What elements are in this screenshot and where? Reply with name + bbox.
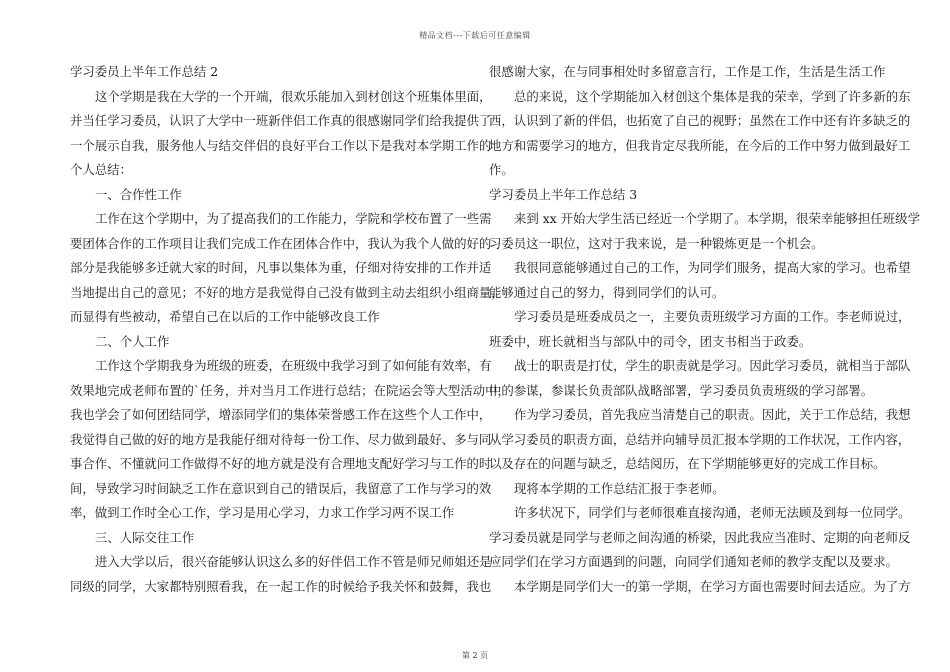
text-line: 我觉得自己做的好的地方是我能仔细对待每一份工作、尽力做到最好、多与同 [70, 431, 492, 447]
text-line: 总的来说，这个学期能加入材创这个集体是我的荣幸，学到了许多新的东 [514, 88, 911, 104]
text-line: 要团体合作的工作项目让我们完成工作在团体合作中，我认为我个人做的好的 [70, 235, 492, 251]
text-line: 作。 [489, 162, 514, 177]
text-line: 而显得有些被动，希望自己在以后的工作中能够改良工作 [70, 309, 380, 324]
text-line: 个人总结： [70, 162, 132, 177]
text-line: 一个展示自我，服务他人与结交伴侣的良好平台工作以下是我对本学期工作的 [70, 137, 492, 153]
text-line: 现将本学期的工作总结汇报于李老师。 [514, 480, 725, 496]
page-number: 第 2 页 [461, 651, 489, 660]
text-line: 班委中，班长就相当与部队中的司令，团支书相当于政委。 [489, 333, 812, 349]
text-line: 一、合作性工作 [95, 186, 182, 202]
text-line: 进入大学以后，很兴奋能够认识这么多的好伴侣工作不管是师兄师姐还是 [95, 554, 492, 569]
text-line: 三、人际交往工作 [95, 529, 195, 545]
text-line: 我也学会了如何团结同学，增添同学们的集体荣誉感工作在这些个人工作中， [70, 407, 492, 422]
right-column [489, 60, 920, 599]
text-line: 地方和需要学习的地方，但我肯定尽我所能，在今后的工作中努力做到最好工 [489, 137, 911, 153]
text-line: 很感谢大家，在与同事相处时多留意言行，工作是工作，生活是生活工作 [489, 64, 886, 79]
text-line: 间，导致学习时间缺乏工作在意识到自己的错误后，我留意了工作与学习的效 [70, 480, 492, 496]
text-line: 学习委员是班委成员之一，主要负责班级学习方面的工作。李老师说过， [514, 309, 911, 324]
page-header: 精品文档---下载后可任意编辑 [419, 31, 531, 40]
text-line: 并当任学习委员，认识了大学中一班新伴侣工作真的很感谢同学们给我提供了 [70, 113, 492, 128]
text-line: 作为学习委员，首先我应当清楚自己的职责。因此，关于工作总结，我想 [514, 407, 911, 422]
text-line: 以及存在的问题与缺乏，总结阅历，在下学期能够更好的完成工作目标。 [489, 456, 886, 471]
text-line: 当地提出自己的意见；不好的地方是我觉得自己没有做到主动去组织小组商量， [70, 284, 504, 300]
left-column [70, 60, 510, 599]
text-line: 工作在这个学期中，为了提高我们的工作能力，学院和学校布置了一些需 [95, 211, 492, 226]
text-line: 中的参谋，参谋长负责部队战略部署，学习委员负责班级的学习部署。 [489, 382, 874, 398]
text-line: 能够通过自己的努力，得到同学们的认可。 [489, 284, 725, 300]
text-line: 习委员这一职位，这对于我来说，是一种锻炼更是一个机会。 [489, 235, 824, 251]
text-line: 率，做到工作时全心工作，学习是用心学习，力求工作学习两不误工作 [70, 505, 455, 520]
text-line: 从学习委员的职责方面，总结并向辅导员汇报本学期的工作状况，工作内容， [489, 431, 911, 447]
text-line: 本学期是同学们大一的第一学期，在学习方面也需要时间去适应。为了方 [514, 578, 911, 594]
text-line: 部分是我能够多迁就大家的时间，凡事以集体为重，仔细对待安排的工作并适 [70, 260, 492, 275]
text-line: 这个学期是我在大学的一个开端，很欢乐能加入到材创这个班集体里面， [95, 88, 492, 104]
text-line: 我很同意能够通过自己的工作，为同学们服务，提高大家的学习。也希望 [514, 260, 911, 275]
text-line: 战士的职责是打仗，学生的职责就是学习。因此学习委员，就相当于部队 [514, 358, 911, 373]
text-line: 应同学们在学习方面遇到的问题，向同学们通知老师的教学支配以及要求。 [489, 554, 898, 569]
text-line: 工作这个学期我身为班级的班委，在班级中我学习到了如何能有效率，有 [95, 358, 492, 373]
text-line: 效果地完成老师布置的`任务，并对当月工作进行总结；在院运会等大型活动中， [70, 382, 510, 398]
text-line: 同级的同学，大家都特别照看我，在一起工作的时候给予我关怀和鼓舞，我也 [70, 578, 492, 594]
text-line: 来到 xx 开始大学生活已经近一个学期了。本学期，很荣幸能够担任班级学 [514, 211, 920, 226]
text-line: 学习委员上半年工作总结 2 [70, 64, 219, 79]
text-line: 许多状况下，同学们与老师很难直接沟通，老师无法顾及到每一位同学。 [514, 505, 911, 520]
text-line: 西，认识到了新的伴侣，也拓宽了自己的视野；虽然在工作中还有许多缺乏的 [489, 113, 911, 128]
text-line: 事合作、不懂就问工作做得不好的地方就是没有合理地支配好学习与工作的时 [70, 456, 492, 471]
text-line: 二、个人工作 [95, 333, 170, 349]
text-line: 学习委员上半年工作总结 3 [489, 186, 638, 202]
text-line: 学习委员就是同学与老师之间沟通的桥梁，因此我应当准时、定期的向老师反 [489, 529, 911, 545]
